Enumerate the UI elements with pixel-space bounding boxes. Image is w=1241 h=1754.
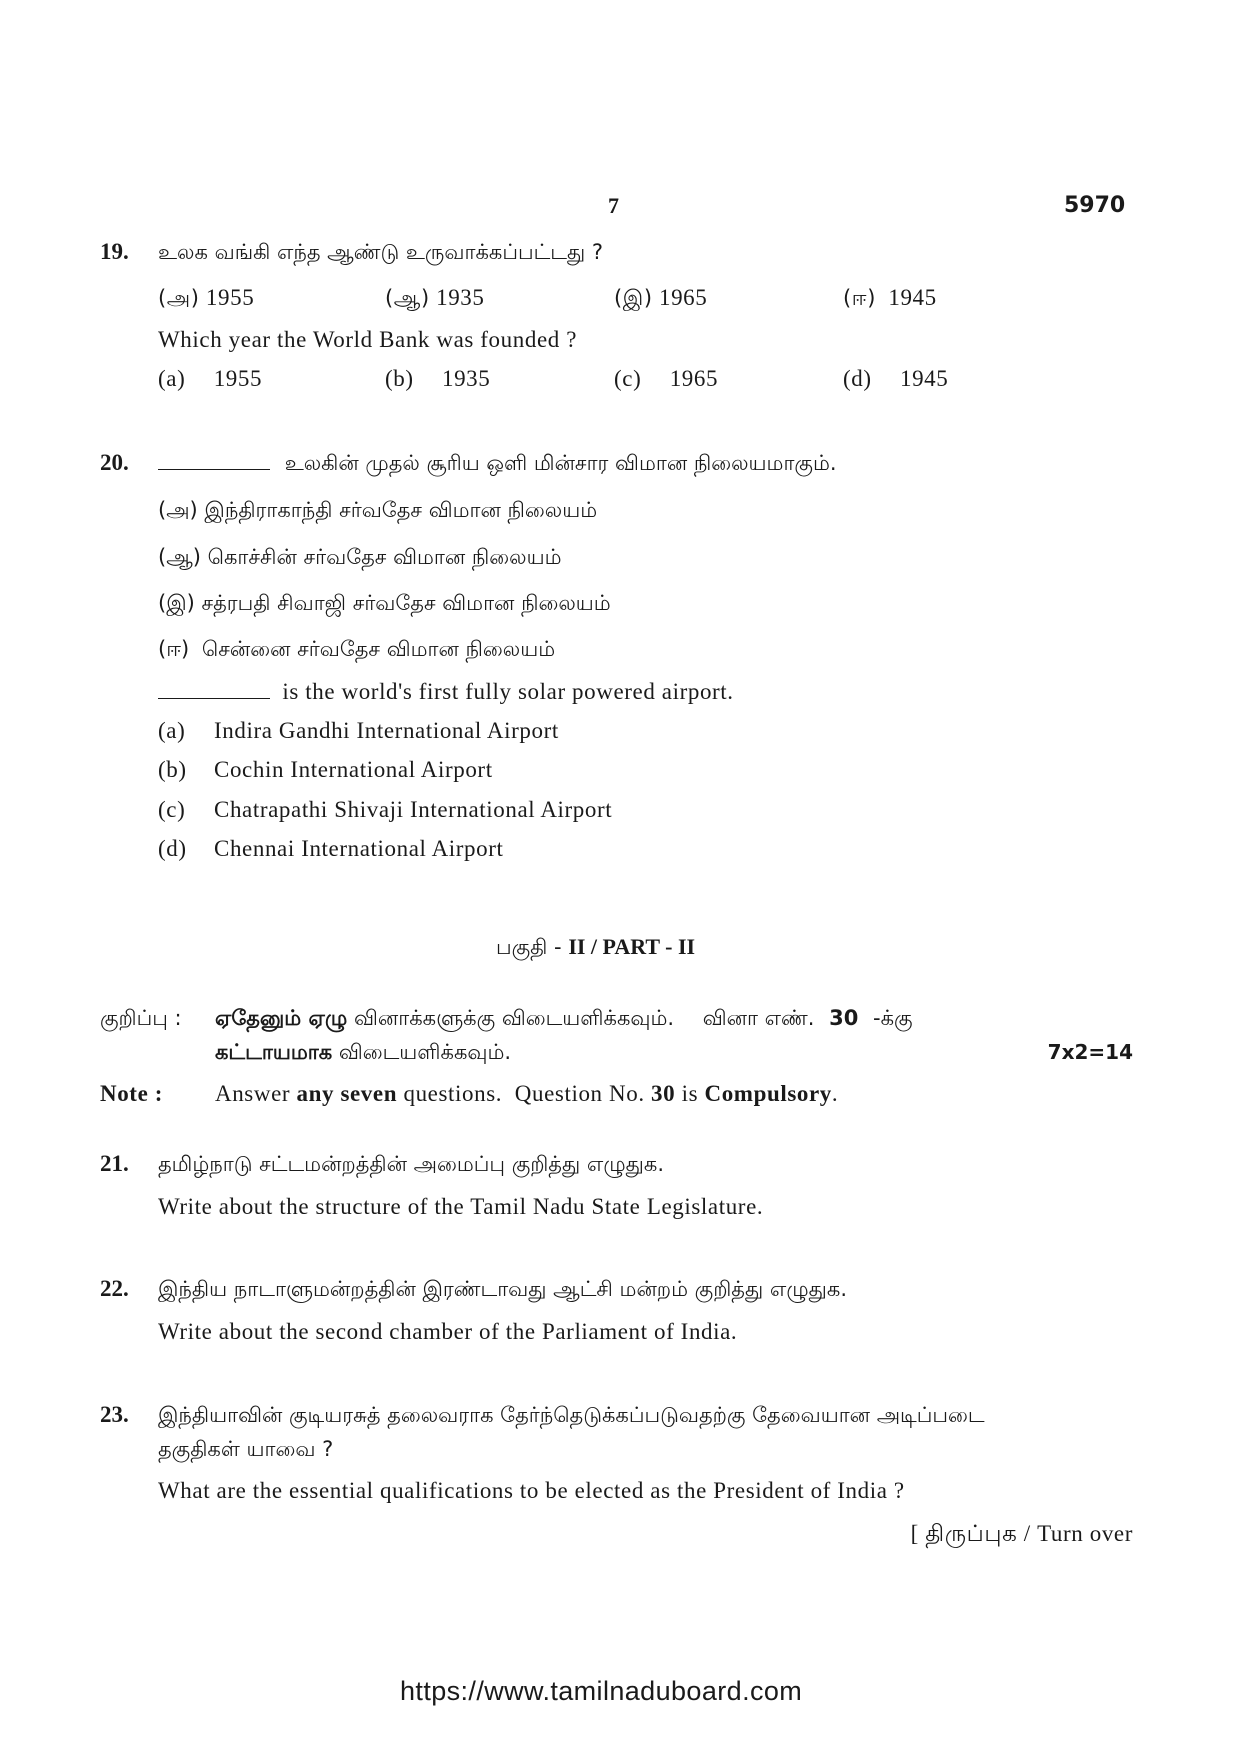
note-emphasis: Compulsory <box>704 1081 832 1106</box>
note-fragment: questions. Question No. <box>403 1081 645 1106</box>
option-text: Chennai International Airport <box>214 836 504 861</box>
option-ta-c <box>614 285 707 313</box>
option-en-c <box>614 366 718 392</box>
question-number: 20. <box>100 450 129 475</box>
option-en-c <box>158 797 612 823</box>
option-ta-d <box>158 637 555 664</box>
note-emphasis: கட்டாயமாக <box>215 1040 333 1064</box>
option-label: (அ) <box>158 286 200 310</box>
option-label: (b) <box>158 757 187 782</box>
option-text: 1935 <box>441 366 491 391</box>
question-text: உலகின் முதல் சூரிய ஒளி மின்சார விமான நிலையமாகும். <box>284 451 837 475</box>
option-label: (a) <box>158 366 186 391</box>
option-text: 1965 <box>669 366 719 391</box>
note-fragment: Answer <box>215 1081 291 1106</box>
question-text-english: What are the essential qualifications to be elected as the President of India ? <box>158 1478 905 1503</box>
question-text-english: Write about the structure of the Tamil Nadu State Legislature. <box>158 1194 764 1219</box>
option-label: (ஈ) <box>158 637 190 661</box>
option-en-d <box>843 366 948 392</box>
paper-code: 5970 <box>1064 193 1126 218</box>
section-heading-tamil: பகுதி - <box>496 935 562 959</box>
note-fragment: வினாக்களுக்கு விடையளிக்கவும். <box>353 1006 675 1030</box>
question-text-english: Which year the World Bank was founded ? <box>158 327 578 352</box>
option-text: சென்னை சர்வதேச விமான நிலையம் <box>201 637 556 661</box>
note-fragment: -க்கு <box>873 1006 913 1030</box>
option-en-b <box>385 366 490 392</box>
question-number: 21. <box>100 1151 129 1176</box>
note-text-tamil <box>215 1006 913 1033</box>
note-fragment: விடையளிக்கவும். <box>338 1040 512 1064</box>
note-fragment: is <box>681 1081 699 1106</box>
option-text: சத்ரபதி சிவாஜி சர்வதேச விமான நிலையம் <box>201 591 611 615</box>
option-ta-b <box>385 285 485 313</box>
note-fragment: . <box>831 1081 839 1106</box>
option-text: 1955 <box>205 285 255 310</box>
option-text: 1935 <box>436 285 485 310</box>
option-ta-b <box>158 545 562 572</box>
option-text: Cochin International Airport <box>214 757 493 782</box>
option-label: (ஆ) <box>158 545 201 569</box>
option-label: (அ) <box>158 498 198 522</box>
question-text-tamil: இந்திய நாடாளுமன்றத்தின் இரண்டாவது ஆட்சி மன்றம் குறித்து எழுதுக. <box>158 1277 847 1301</box>
option-text: 1945 <box>888 285 937 310</box>
option-label: (ஈ) <box>843 286 876 310</box>
note-emphasis: ஏதேனும் ஏழு <box>215 1006 348 1030</box>
question-text-tamil <box>158 451 837 478</box>
answer-blank <box>158 698 270 699</box>
option-label: (d) <box>158 836 187 861</box>
marks-allocation: 7x2=14 <box>1047 1040 1133 1064</box>
turn-over-note: [ திருப்புக / Turn over <box>910 1521 1133 1546</box>
question-text-tamil: தமிழ்நாடு சட்டமன்றத்தின் அமைப்பு குறித்து எழுதுக. <box>158 1152 664 1176</box>
option-text: 1955 <box>213 366 263 391</box>
option-ta-a <box>158 285 254 313</box>
option-en-b <box>158 757 493 783</box>
question-text-english: Write about the second chamber of the Parliament of India. <box>158 1319 738 1344</box>
question-text: is the world's first fully solar powered airport. <box>282 679 734 704</box>
note-label-english: Note : <box>100 1081 163 1106</box>
option-text: இந்திராகாந்தி சர்வதேச விமான நிலையம் <box>204 498 598 522</box>
note-text-english <box>215 1081 838 1107</box>
footer-url[interactable]: https://www.tamilnaduboard.com <box>400 1676 803 1706</box>
option-text: 1965 <box>658 285 708 310</box>
question-text-tamil: உலக வங்கி எந்த ஆண்டு உருவாக்கப்பட்டது ? <box>158 240 604 264</box>
option-text: கொச்சின் சர்வதேச விமான நிலையம் <box>207 545 562 569</box>
option-en-d <box>158 836 504 862</box>
note-text-tamil-line2 <box>215 1040 511 1067</box>
option-ta-c <box>158 591 611 618</box>
option-label: (a) <box>158 718 186 743</box>
note-fragment: வினா எண். <box>702 1006 815 1030</box>
option-en-a <box>158 718 559 744</box>
option-label: (இ) <box>158 591 195 615</box>
option-label: (c) <box>158 797 186 822</box>
option-label: (ஆ) <box>385 286 430 310</box>
option-label: (b) <box>385 366 414 391</box>
question-text-tamil-line2: தகுதிகள் யாவை ? <box>158 1437 334 1461</box>
option-label: (d) <box>843 366 872 391</box>
option-label: (இ) <box>614 286 653 310</box>
note-number: 30 <box>651 1081 676 1106</box>
question-number: 22. <box>100 1276 129 1301</box>
section-heading-english: II / PART - II <box>568 934 696 959</box>
question-number: 19. <box>100 239 129 264</box>
question-text-tamil: இந்தியாவின் குடியரசுத் தலைவராக தேர்ந்தெடுக்கப்படுவதற்கு தேவையான அடிப்படை <box>158 1403 985 1427</box>
question-number: 23. <box>100 1402 129 1427</box>
option-text: Chatrapathi Shivaji International Airport <box>214 797 613 822</box>
option-ta-a <box>158 498 597 525</box>
page-number: 7 <box>608 193 619 218</box>
option-text: 1945 <box>899 366 949 391</box>
option-en-a <box>158 366 262 392</box>
note-number: 30 <box>829 1006 859 1030</box>
note-emphasis: any seven <box>296 1081 398 1106</box>
option-text: Indira Gandhi International Airport <box>214 718 559 743</box>
option-label: (c) <box>614 366 642 391</box>
note-label-tamil: குறிப்பு : <box>100 1006 182 1030</box>
option-ta-d <box>843 285 937 313</box>
answer-blank <box>158 469 270 470</box>
section-heading <box>496 934 695 962</box>
question-text-english <box>158 679 734 705</box>
